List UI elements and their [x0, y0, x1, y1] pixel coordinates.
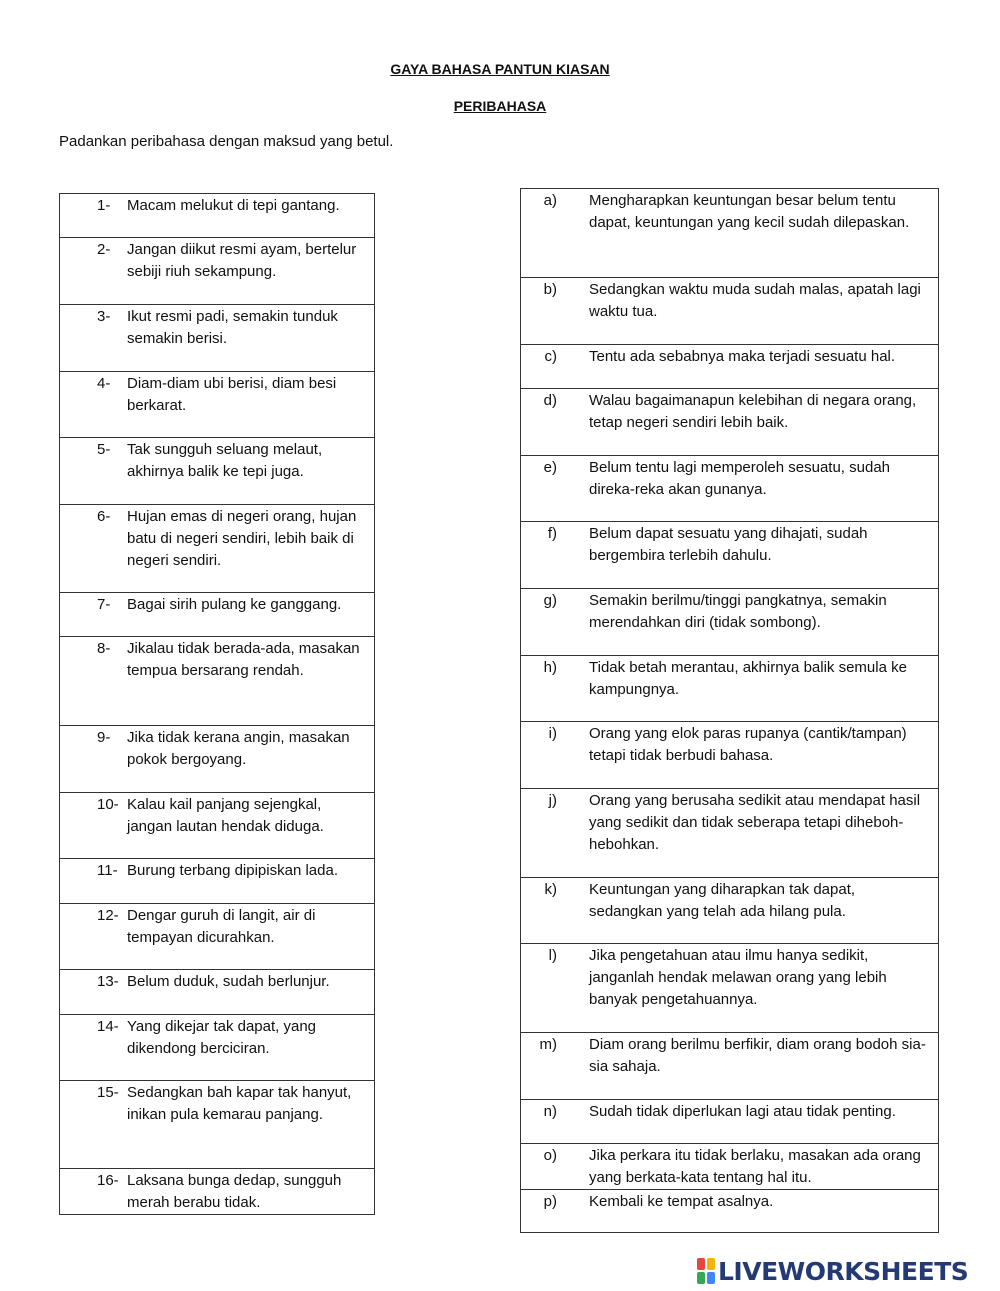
proverb-number: 9- — [97, 729, 111, 746]
meaning-label: n) — [543, 1103, 557, 1120]
proverb-text: Burung terbang dipipiskan lada. — [127, 862, 338, 879]
proverb-row — [60, 859, 375, 904]
meaning-text: Semakin berilmu/tinggi pangkatnya, semakin merendahkan diri (tidak sombong). — [589, 592, 887, 631]
instruction-text: Padankan peribahasa dengan maksud yang betul. — [59, 133, 394, 150]
meaning-label: b) — [543, 281, 557, 298]
meaning-label: m) — [539, 1036, 557, 1053]
meaning-row — [521, 389, 939, 456]
meaning-row — [521, 589, 939, 656]
meaning-row — [521, 1033, 939, 1100]
meaning-row — [521, 656, 939, 722]
meaning-label: i) — [548, 725, 557, 742]
proverb-number: 1- — [97, 197, 111, 214]
meaning-text: Keuntungan yang diharapkan tak dapat, sedangkan yang telah ada hilang pula. — [589, 881, 856, 920]
proverb-row — [60, 904, 375, 970]
meaning-text: Sudah tidak diperlukan lagi atau tidak penting. — [589, 1103, 896, 1120]
meaning-text: Belum dapat sesuatu yang dihajati, sudah bergembira terlebih dahulu. — [589, 525, 868, 564]
proverb-row — [60, 438, 375, 505]
proverb-text: Yang dikejar tak dapat, yang dikendong berciciran. — [127, 1018, 317, 1057]
proverb-row — [60, 970, 375, 1015]
meaning-row — [521, 1100, 939, 1144]
logo-text: LIVEWORKSHEETS — [718, 1256, 969, 1286]
proverb-row — [60, 726, 375, 793]
proverb-number: 3- — [97, 308, 111, 325]
meanings-table — [520, 188, 939, 1233]
meaning-label: e) — [543, 459, 557, 476]
meaning-label: o) — [543, 1147, 557, 1164]
proverb-row — [60, 1169, 375, 1215]
proverb-row — [60, 372, 375, 438]
meaning-row — [521, 878, 939, 944]
proverb-text: Jikalau tidak berada-ada, masakan tempua bersarang rendah. — [127, 640, 360, 679]
meaning-text: Mengharapkan keuntungan besar belum tentu dapat, keuntungan yang kecil sudah dilepaskan. — [589, 192, 910, 231]
proverb-number: 8- — [97, 640, 111, 657]
meaning-row — [521, 189, 939, 278]
page-title: GAYA BAHASA PANTUN KIASAN — [390, 61, 610, 77]
proverb-text: Kalau kail panjang sejengkal, jangan lautan hendak diduga. — [127, 796, 324, 835]
proverb-text: Hujan emas di negeri orang, hujan batu di negeri sendiri, lebih baik di negeri sendiri. — [127, 508, 357, 569]
meaning-text: Belum tentu lagi memperoleh sesuatu, sudah direka-reka akan gunanya. — [589, 459, 891, 498]
meaning-label: g) — [543, 592, 557, 609]
meaning-label: a) — [543, 192, 557, 209]
proverb-text: Dengar guruh di langit, air di tempayan dicurahkan. — [127, 907, 316, 946]
proverb-number: 6- — [97, 508, 111, 525]
proverb-text: Jika tidak kerana angin, masakan pokok bergoyang. — [127, 729, 350, 768]
logo-icon — [697, 1258, 715, 1284]
meaning-row — [521, 1144, 939, 1190]
proverb-number: 16- — [97, 1172, 119, 1189]
proverb-text: Bagai sirih pulang ke ganggang. — [127, 596, 342, 613]
meaning-text: Orang yang berusaha sedikit atau mendapat hasil yang sedikit dan tidak seberapa tetapi diheboh-hebohkan. — [589, 792, 921, 853]
meaning-text: Tidak betah merantau, akhirnya balik semula ke kampungnya. — [589, 659, 907, 698]
meaning-label: c) — [544, 348, 557, 365]
proverb-text: Ikut resmi padi, semakin tunduk semakin berisi. — [127, 308, 338, 347]
proverb-number: 7- — [97, 596, 111, 613]
proverb-row — [60, 1015, 375, 1081]
meaning-text: Tentu ada sebabnya maka terjadi sesuatu hal. — [589, 348, 896, 365]
proverb-row — [60, 194, 375, 238]
meaning-row — [521, 456, 939, 522]
liveworksheets-logo — [697, 1256, 968, 1286]
proverb-number: 13- — [97, 973, 119, 990]
proverb-number: 12- — [97, 907, 119, 924]
meaning-label: j) — [548, 792, 557, 809]
proverb-number: 2- — [97, 241, 111, 258]
meaning-row — [521, 345, 939, 389]
page-subtitle: PERIBAHASA — [453, 98, 547, 114]
meaning-label: f) — [547, 525, 557, 542]
meaning-label: h) — [543, 659, 557, 676]
proverbs-table — [59, 193, 375, 1215]
meaning-row — [521, 1190, 939, 1233]
proverb-row — [60, 238, 375, 305]
proverb-row — [60, 593, 375, 637]
meaning-text: Sedangkan waktu muda sudah malas, apatah lagi waktu tua. — [589, 281, 921, 320]
proverb-number: 5- — [97, 441, 111, 458]
proverb-text: Sedangkan bah kapar tak hanyut, inikan pula kemarau panjang. — [127, 1084, 352, 1123]
meaning-text: Diam orang berilmu berfikir, diam orang bodoh sia-sia sahaja. — [589, 1036, 926, 1075]
proverb-text: Diam-diam ubi berisi, diam besi berkarat. — [127, 375, 337, 414]
meaning-label: d) — [543, 392, 557, 409]
proverb-number: 4- — [97, 375, 111, 392]
proverb-text: Tak sungguh seluang melaut, akhirnya balik ke tepi juga. — [127, 441, 323, 480]
proverb-number: 14- — [97, 1018, 119, 1035]
proverb-text: Macam melukut di tepi gantang. — [127, 197, 340, 214]
meaning-row — [521, 944, 939, 1033]
meaning-label: l) — [548, 947, 557, 964]
meaning-text: Kembali ke tempat asalnya. — [589, 1193, 774, 1210]
meaning-text: Walau bagaimanapun kelebihan di negara orang, tetap negeri sendiri lebih baik. — [589, 392, 917, 431]
meaning-text: Jika pengetahuan atau ilmu hanya sedikit, janganlah hendak melawan orang yang lebih banyak pengetahuannya. — [589, 947, 887, 1008]
proverb-row — [60, 637, 375, 726]
proverb-text: Belum duduk, sudah berlunjur. — [127, 973, 330, 990]
proverb-row — [60, 305, 375, 372]
proverb-row — [60, 793, 375, 859]
meaning-row — [521, 722, 939, 789]
meaning-row — [521, 789, 939, 878]
meaning-label: p) — [543, 1193, 557, 1210]
proverb-number: 11- — [97, 862, 118, 879]
proverb-text: Laksana bunga dedap, sungguh merah berabu tidak. — [127, 1172, 342, 1211]
proverb-number: 15- — [97, 1084, 119, 1101]
meaning-row — [521, 522, 939, 589]
meaning-label: k) — [544, 881, 557, 898]
proverb-row — [60, 505, 375, 593]
proverb-row — [60, 1081, 375, 1169]
meaning-text: Orang yang elok paras rupanya (cantik/tampan) tetapi tidak berbudi bahasa. — [589, 725, 907, 764]
proverb-number: 10- — [97, 796, 119, 813]
meaning-text: Jika perkara itu tidak berlaku, masakan ada orang yang berkata-kata tentang hal itu. — [589, 1147, 921, 1186]
meaning-row — [521, 278, 939, 345]
proverb-text: Jangan diikut resmi ayam, bertelur sebiji riuh sekampung. — [127, 241, 357, 280]
